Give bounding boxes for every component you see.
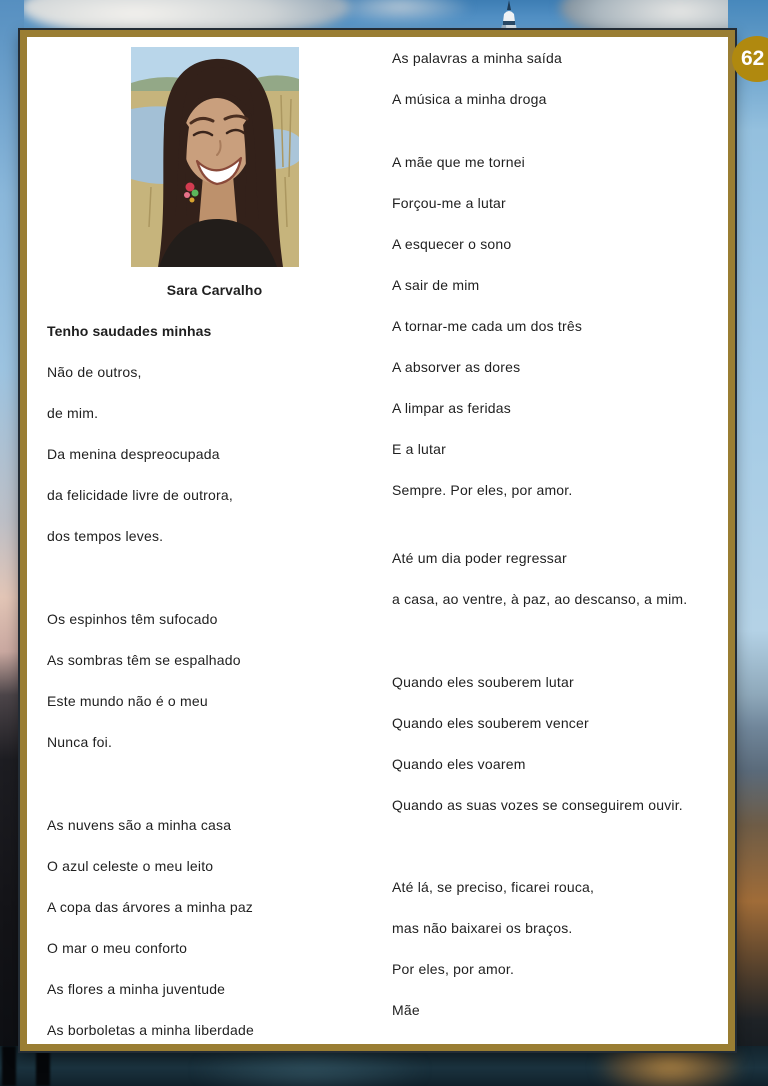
poem-line: As borboletas a minha liberdade [47, 1021, 254, 1038]
poem-line: Até um dia poder regressar [392, 549, 567, 566]
poem-line: Quando eles souberem vencer [392, 714, 589, 731]
poem-line: Da menina despreocupada [47, 445, 220, 462]
poem-line: A sair de mim [392, 276, 480, 293]
poem-line: Forçou-me a lutar [392, 194, 506, 211]
author-name: Sara Carvalho [166, 281, 263, 298]
poem-line: As flores a minha juventude [47, 980, 226, 997]
poem-line: de mim. [47, 404, 99, 421]
poem-line: A tornar-me cada um dos três [392, 317, 583, 334]
background-water [0, 1046, 768, 1086]
page-number: 62 [741, 47, 765, 70]
poem-line: Quando eles souberem lutar [392, 673, 574, 690]
pier-post [36, 1046, 50, 1086]
stanza [392, 537, 732, 619]
poem-line: O azul celeste o meu leito [47, 857, 214, 874]
poem-line: Nunca foi. [47, 733, 113, 750]
left-column [47, 47, 382, 1050]
right-column [392, 37, 732, 1030]
poem-line: a casa, ao ventre, à paz, ao descanso, a mim. [392, 590, 688, 607]
stanza [47, 804, 382, 1050]
poem-right-stanzas [392, 37, 732, 1030]
poem-line: dos tempos leves. [47, 527, 164, 544]
poem-line: Sempre. Por eles, por amor. [392, 481, 573, 498]
poem-line: A esquecer o sono [392, 235, 512, 252]
stanza [392, 141, 732, 510]
poem-line: Por eles, por amor. [392, 960, 515, 977]
stanza [392, 866, 732, 1030]
cloud-shape [330, 0, 470, 24]
poem-line: As sombras têm se espalhado [47, 651, 241, 668]
poem-line: Quando eles voarem [392, 755, 526, 772]
poem-line: A limpar as feridas [392, 399, 511, 416]
poem-line: E a lutar [392, 440, 446, 457]
poem-line: Quando as suas vozes se conseguirem ouvir. [392, 796, 683, 813]
poem-line: Até lá, se preciso, ficarei rouca, [392, 878, 595, 895]
poem-line: A mãe que me tornei [392, 153, 525, 170]
poem-line: Os espinhos têm sufocado [47, 610, 218, 627]
stanza [392, 37, 732, 119]
poem-title: Tenho saudades minhas [47, 322, 212, 339]
poem-line: da felicidade livre de outrora, [47, 486, 233, 503]
poem-line: Este mundo não é o meu [47, 692, 208, 709]
poem-line: Mãe [392, 1001, 420, 1018]
poem-line: A absorver as dores [392, 358, 521, 375]
poem-line: Não de outros, [47, 363, 142, 380]
poem-left-stanzas [47, 351, 382, 1050]
poem-line: As palavras a minha saída [392, 49, 562, 66]
poem-line: mas não baixarei os braços. [392, 919, 573, 936]
poem-line: O mar o meu conforto [47, 939, 188, 956]
stanza [392, 661, 732, 825]
water-light-reflection [600, 1046, 740, 1086]
poem-page-card [20, 30, 735, 1051]
stanza [47, 351, 382, 556]
water-light-reflection [200, 1050, 420, 1086]
poem-line: A música a minha droga [392, 90, 547, 107]
poem-line: As nuvens são a minha casa [47, 816, 232, 833]
stanza [47, 598, 382, 762]
poem-line: A copa das árvores a minha paz [47, 898, 254, 915]
author-photo [131, 47, 299, 267]
pier-post [2, 1046, 16, 1086]
